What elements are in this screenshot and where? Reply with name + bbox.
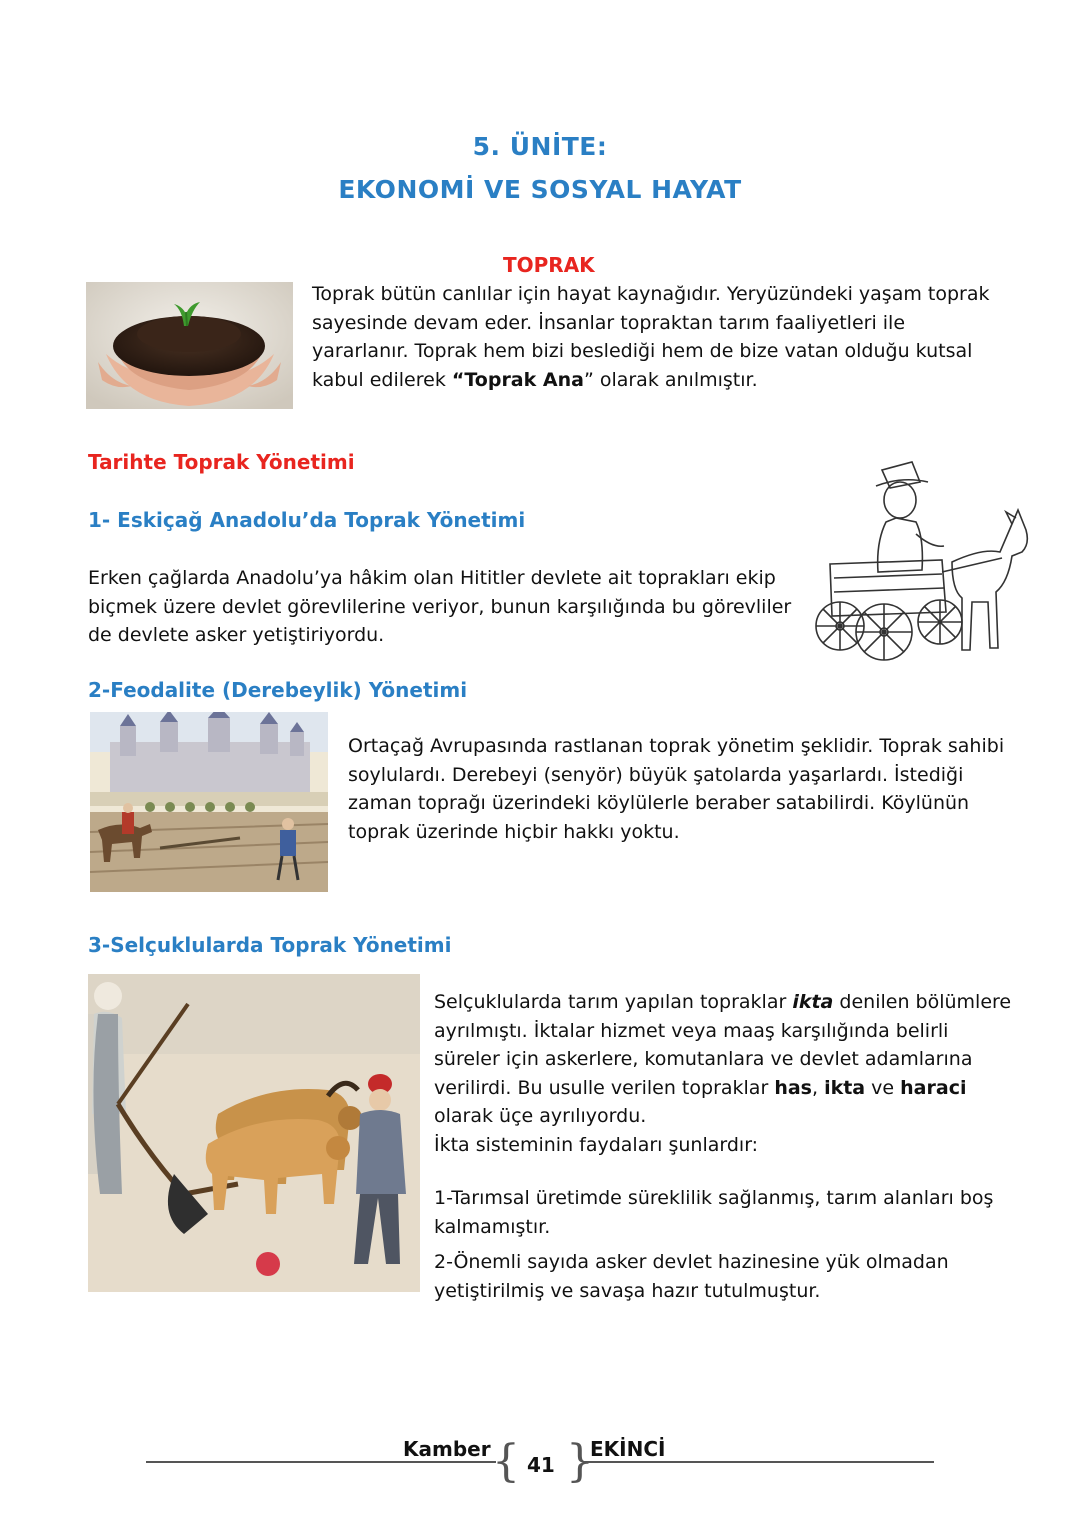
toprak-heading: TOPRAK (503, 253, 595, 277)
section-1-heading: 1- Eskiçağ Anadolu’da Toprak Yönetimi (88, 508, 526, 532)
unit-number: 5. ÜNİTE: (472, 132, 608, 161)
toprak-text-2: ” olarak anılmıştır. (583, 368, 758, 391)
section-3-text-a: Selçuklularda tarım yapılan topraklar (434, 991, 793, 1013)
section-2-heading: 2-Feodalite (Derebeylik) Yönetimi (88, 678, 468, 702)
section-1-text: Erken çağlarda Anadolu’ya hâkim olan Hititler devlete ait toprakları ekip biçmek üzere devlet görevlilerine veriyor, bunun karşılığında bu görevliler de devlete asker yetiştiriyordu. (88, 567, 792, 646)
ikta-term-2: ikta (824, 1076, 866, 1099)
section-3-comma: , (811, 1076, 825, 1099)
benefit-item-1: 1-Tarımsal üretimde süreklilik sağlanmış, tarım alanları boş kalmamıştır. (434, 1187, 994, 1238)
section-3-text-b: denilen bölümlere ayrılmıştı. İktalar hizmet veya maaş karşılığında belirli süreler için askerlere, komutanlara ve devlet adamlarına verilirdi. Bu usulle verilen topraklar (434, 991, 1012, 1099)
ikta-benefits-intro: İkta sisteminin faydaları şunlardır: (434, 1133, 759, 1156)
toprak-paragraph (312, 280, 1002, 394)
footer-line-right (584, 1461, 934, 1463)
medieval-castle-image (90, 712, 328, 892)
benefit-item-2: 2-Önemli sayıda asker devlet hazinesine yük olmadan yetiştirilmiş ve savaşa hazır tutulmuştur. (434, 1251, 949, 1302)
footer-last-name: EKİNCİ (590, 1437, 666, 1461)
footer-right-brace: } (566, 1436, 594, 1487)
haraci-term: haraci (900, 1076, 967, 1099)
seljuk-plowing-image (88, 974, 420, 1292)
toprak-text-1: Toprak bütün canlılar için hayat kaynağıdır. Yeryüzündeki yaşam toprak sayesinde devam eder. İnsanlar topraktan tarım faaliyetleri ile yararlanır. Toprak hem bizi beslediği hem de bize vatan olduğu kutsal kabul edilerek (312, 283, 990, 391)
section-3-paragraph (434, 988, 1014, 1159)
section-3-and: ve (865, 1076, 901, 1099)
unit-title: EKONOMİ VE SOSYAL HAYAT (338, 175, 742, 204)
footer-line-left (146, 1461, 496, 1463)
section-3-text-c: olarak üçe ayrılıyordu. (434, 1105, 647, 1127)
history-heading: Tarihte Toprak Yönetimi (88, 450, 355, 474)
horse-cart-drawing (812, 452, 1032, 668)
page-number: 41 (527, 1453, 555, 1477)
has-term: has (774, 1076, 812, 1099)
toprak-ana-term: “Toprak Ana (451, 368, 584, 391)
soil-hands-image (86, 282, 293, 409)
ikta-term: ikta (792, 991, 834, 1013)
footer-left-brace: { (492, 1436, 520, 1487)
section-2-text: Ortaçağ Avrupasında rastlanan toprak yönetim şeklidir. Toprak sahibi soylulardı. Derebeyi (senyör) büyük şatolarda yaşarlardı. İstediği zaman toprağı üzerindeki köylülerle beraber satabilirdi. Köylünün toprak üzerinde hiçbir hakkı yoktu. (348, 735, 1005, 843)
section-3-heading: 3-Selçuklularda Toprak Yönetimi (88, 933, 452, 957)
footer-first-name: Kamber (403, 1437, 491, 1461)
